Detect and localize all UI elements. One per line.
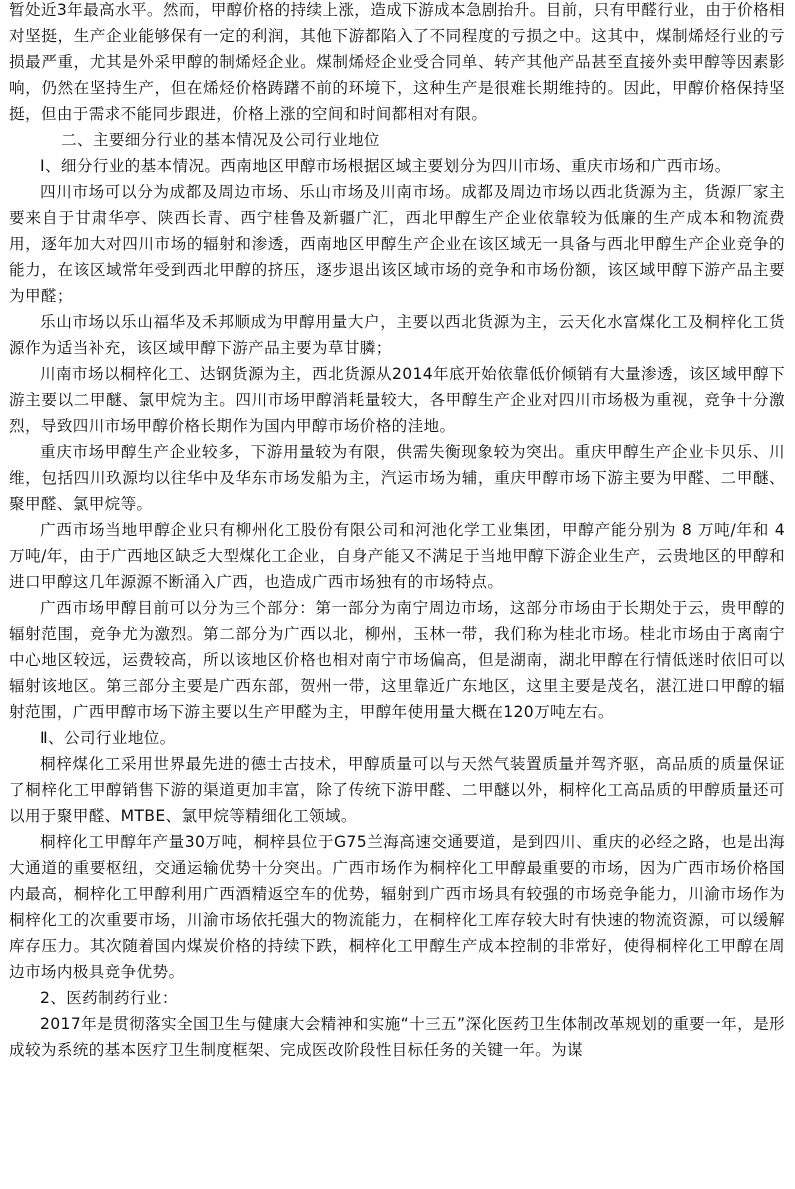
paragraph-guangxi-segments: 广西市场甲醇目前可以分为三个部分：第一部分为南宁周边市场，这部分市场由于长期处于云，贵甲醇的辐射范围，竞争尤为激烈。第二部分为广西以北，柳州，玉林一带，我们称为桂北市场。桂北市场由于离南宁中心地区较远，运费较高，所以该地区价格也相对南宁市场偏高，但是湖南，湖北甲醇在行情低迷时依旧可以辐射该地区。第三部分主要是广西东部，贺州一带，这里靠近广东地区，这里主要是茂名，湛江进口甲醇的辐射范围，广西甲醇市场下游主要以生产甲醛为主，甲醇年使用量大概在120万吨左右。 — [9, 599, 785, 721]
section-heading-subindustries: 二、主要细分行业的基本情况及公司行业地位 — [61, 131, 380, 149]
paragraph-leshan-market: 乐山市场以乐山福华及禾邦顺成为甲醇用量大户，主要以西北货源为主，云天化水富煤化工及桐梓化工货源作为适当补充，该区域甲醇下游产品主要为草甘膦； — [9, 313, 785, 357]
paragraph-chongqing-market: 重庆市场甲醇生产企业较多，下游用量较为有限，供需失衡现象较为突出。重庆甲醇生产企业卡贝乐、川维，包括四川玖源均以往华中及华东市场发船为主，汽运市场为辅，重庆甲醇市场下游主要为甲醛、二甲醚、聚甲醛、氯甲烷等。 — [9, 443, 785, 513]
paragraph-methanol-price-continuation: 暂处近3年最高水平。然而，甲醇价格的持续上涨，造成下游成本急剧抬升。目前，只有甲醛行业，由于价格相对坚挺，生产企业能够保有一定的利润，其他下游都陷入了不同程度的亏损之中。这其中，煤制烯烃行业的亏损最严重，尤其是外采甲醇的制烯烃企业。煤制烯烃企业受合同单、转产其他产品甚至直接外卖甲醇等因素影响，仍然在坚持生产，但在烯烃价格踌躇不前的环境下，这种生产是很难长期维持的。因此，甲醇价格保持坚挺，但由于需求不能同步跟进，价格上涨的空间和时间都相对有限。 — [9, 1, 785, 123]
paragraph-guangxi-market: 广西市场当地甲醇企业只有柳州化工股份有限公司和河池化学工业集团，甲醇产能分别为 8 万吨/年和 4 万吨/年，由于广西地区缺乏大型煤化工企业，自身产能又不满足于当地甲醇下游企业生产，云贵地区的甲醇和进口甲醇这几年源源不断涌入广西，也造成广西市场独有的市场特点。 — [9, 521, 785, 591]
paragraph-pharma-heading: 2、医药制药行业： — [40, 989, 178, 1007]
paragraph-tongzi-output: 桐梓化工甲醇年产量30万吨，桐梓县位于G75兰海高速交通要道，是到四川、重庆的必经之路，也是出海大通道的重要枢纽，交通运输优势十分突出。广西市场作为桐梓化工甲醇最重要的市场，因为广西市场价格国内最高，桐梓化工甲醇利用广西酒精返空车的优势，辐射到广西市场具有较强的市场竞争能力，川渝市场作为桐梓化工的次重要市场，川渝市场依托强大的物流能力，在桐梓化工库存较大时有快速的物流资源，可以缓解库存压力。其次随着国内煤炭价格的持续下跌，桐梓化工甲醇生产成本控制的非常好，使得桐梓化工甲醇在周边市场内极具竞争优势。 — [9, 833, 785, 981]
paragraph-sichuan-market: 四川市场可以分为成都及周边市场、乐山市场及川南市场。成都及周边市场以西北货源为主，货源厂家主要来自于甘肃华亭、陕西长青、西宁桂鲁及新疆广汇，西北甲醇生产企业依靠较为低廉的生产成本和物流费用，逐年加大对四川市场的辐射和渗透，西南地区甲醇生产企业在该区域无一具备与西北甲醇生产企业竞争的能力，在该区域常年受到西北甲醇的挤压，逐步退出该区域市场的竞争和市场份额，该区域甲醇下游产品主要为甲醛； — [9, 183, 785, 305]
paragraph-pharma-2017: 2017年是贯彻落实全国卫生与健康大会精神和实施“十三五”深化医药卫生体制改革规划的重要一年，是形成较为系统的基本医疗卫生制度框架、完成医改阶段性目标任务的关键一年。为谋 — [9, 1015, 785, 1059]
paragraph-company-position-heading: Ⅱ、公司行业地位。 — [40, 729, 176, 747]
paragraph-subindustry-overview: Ⅰ、细分行业的基本情况。西南地区甲醇市场根据区域主要划分为四川市场、重庆市场和广西市场。 — [40, 157, 731, 175]
paragraph-tongzi-technology: 桐梓煤化工采用世界最先进的德士古技术，甲醇质量可以与天然气装置质量并驾齐驱，高品质的质量保证了桐梓化工甲醇销售下游的渠道更加丰富，除了传统下游甲醛、二甲醚以外，桐梓化工高品质的甲醇质量还可以用于聚甲醛、MTBE、氯甲烷等精细化工领域。 — [9, 755, 785, 825]
paragraph-chuannan-market: 川南市场以桐梓化工、达钢货源为主，西北货源从2014年底开始依靠低价倾销有大量渗透，该区域甲醇下游主要以二甲醚、氯甲烷为主。四川市场甲醇消耗量较大，各甲醇生产企业对四川市场极为重视，竞争十分激烈，导致四川市场甲醇价格长期作为国内甲醇市场价格的洼地。 — [9, 365, 785, 435]
